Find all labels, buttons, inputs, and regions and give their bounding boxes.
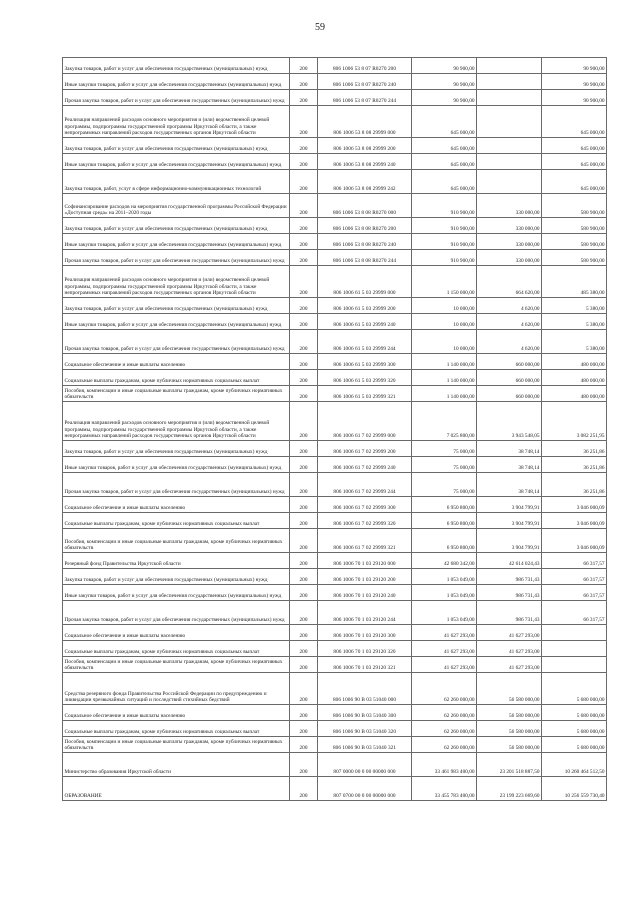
table-row bbox=[63, 266, 607, 298]
table-row bbox=[63, 457, 607, 473]
row-classification-code: 806 1006 61 5 03 29999 300 bbox=[318, 354, 412, 370]
row-name: Прочая закупка товаров, работ и услуг для обеспечения государственных (муниципальных) нужд bbox=[63, 601, 290, 625]
table-row bbox=[63, 386, 607, 402]
row-classification-code: 807 0700 00 0 00 00000 000 bbox=[318, 777, 412, 801]
row-classification-code: 806 1006 61 7 02 29999 321 bbox=[318, 529, 412, 553]
row-name: Закупка товаров, работ и услуг для обеспечения государственных (муниципальных) нужд bbox=[63, 569, 290, 585]
row-status-code: 200 bbox=[290, 58, 318, 74]
row-unexecuted-amount: 480 000,00 bbox=[542, 370, 607, 386]
row-status-code: 200 bbox=[290, 154, 318, 170]
row-classification-code: 806 1006 61 5 03 29999 240 bbox=[318, 314, 412, 330]
row-classification-code: 806 1006 90 В 03 51040 321 bbox=[318, 737, 412, 753]
row-status-code: 200 bbox=[290, 298, 318, 314]
row-executed-amount: 56 580 000,00 bbox=[477, 721, 542, 737]
row-approved-amount: 1 053 049,00 bbox=[412, 585, 477, 601]
row-classification-code: 806 1006 70 1 03 29120 321 bbox=[318, 657, 412, 673]
row-name: Социальные выплаты гражданам, кроме публичных нормативных социальных выплат bbox=[63, 721, 290, 737]
row-unexecuted-amount: 90 900,00 bbox=[542, 58, 607, 74]
row-status-code: 200 bbox=[290, 74, 318, 90]
table-row bbox=[63, 737, 607, 753]
row-unexecuted-amount: 5 680 000,00 bbox=[542, 721, 607, 737]
table-row bbox=[63, 138, 607, 154]
row-status-code: 200 bbox=[290, 457, 318, 473]
row-executed-amount bbox=[477, 90, 542, 106]
row-approved-amount: 41 627 293,00 bbox=[412, 641, 477, 657]
row-classification-code: 806 1006 61 5 03 29999 200 bbox=[318, 298, 412, 314]
row-executed-amount: 38 748,14 bbox=[477, 473, 542, 497]
row-executed-amount: 986 731,43 bbox=[477, 585, 542, 601]
table-row bbox=[63, 154, 607, 170]
row-classification-code: 806 1006 90 В 03 51040 320 bbox=[318, 721, 412, 737]
row-executed-amount bbox=[477, 138, 542, 154]
row-status-code: 200 bbox=[290, 753, 318, 777]
row-approved-amount: 910 900,00 bbox=[412, 234, 477, 250]
row-name: Социальное обеспечение и иные выплаты населению bbox=[63, 625, 290, 641]
table-row bbox=[63, 298, 607, 314]
row-approved-amount: 62 260 000,00 bbox=[412, 673, 477, 705]
row-status-code: 200 bbox=[290, 513, 318, 529]
row-unexecuted-amount: 645 000,00 bbox=[542, 154, 607, 170]
row-status-code: 200 bbox=[290, 441, 318, 457]
row-unexecuted-amount: 5 680 000,00 bbox=[542, 705, 607, 721]
row-classification-code: 806 1006 70 1 03 29120 300 bbox=[318, 625, 412, 641]
row-approved-amount: 645 000,00 bbox=[412, 106, 477, 138]
row-status-code: 200 bbox=[290, 90, 318, 106]
row-status-code: 200 bbox=[290, 673, 318, 705]
row-approved-amount: 75 000,00 bbox=[412, 457, 477, 473]
row-status-code: 200 bbox=[290, 330, 318, 354]
row-classification-code: 806 1006 70 1 03 29120 200 bbox=[318, 569, 412, 585]
row-unexecuted-amount: 5 380,00 bbox=[542, 298, 607, 314]
row-approved-amount: 1 053 049,00 bbox=[412, 601, 477, 625]
row-unexecuted-amount: 36 251,86 bbox=[542, 473, 607, 497]
row-name: Софинансирование расходов на мероприятия государственной программы Российской Федерации «Доступная среда» на 2011–2020 годы bbox=[63, 194, 290, 218]
row-unexecuted-amount: 580 900,00 bbox=[542, 218, 607, 234]
row-executed-amount bbox=[477, 170, 542, 194]
row-name: Закупка товаров, работ и услуг для обеспечения государственных (муниципальных) нужд bbox=[63, 298, 290, 314]
row-unexecuted-amount: 580 900,00 bbox=[542, 250, 607, 266]
row-status-code: 200 bbox=[290, 641, 318, 657]
row-approved-amount: 6 950 800,00 bbox=[412, 513, 477, 529]
table-row bbox=[63, 170, 607, 194]
row-name: Пособия, компенсации и иные социальные выплаты гражданам, кроме публичных нормативных обязательств bbox=[63, 657, 290, 673]
table-row bbox=[63, 234, 607, 250]
row-classification-code: 806 1006 53 8 08 29999 000 bbox=[318, 106, 412, 138]
row-unexecuted-amount: 66 317,57 bbox=[542, 553, 607, 569]
table-row bbox=[63, 569, 607, 585]
row-name: Закупка товаров, работ и услуг для обеспечения государственных (муниципальных) нужд bbox=[63, 138, 290, 154]
row-status-code: 200 bbox=[290, 473, 318, 497]
row-name: Прочая закупка товаров, работ и услуг для обеспечения государственных (муниципальных) нужд bbox=[63, 250, 290, 266]
row-approved-amount: 1 150 000,00 bbox=[412, 266, 477, 298]
table-row bbox=[63, 721, 607, 737]
row-approved-amount: 1 140 000,00 bbox=[412, 354, 477, 370]
row-approved-amount: 75 000,00 bbox=[412, 441, 477, 457]
row-status-code: 200 bbox=[290, 497, 318, 513]
table-row bbox=[63, 370, 607, 386]
row-executed-amount: 41 627 293,00 bbox=[477, 657, 542, 673]
row-executed-amount: 4 620,00 bbox=[477, 314, 542, 330]
row-name: Социальное обеспечение и иные выплаты населению bbox=[63, 354, 290, 370]
row-approved-amount: 645 000,00 bbox=[412, 138, 477, 154]
table-row bbox=[63, 777, 607, 801]
row-unexecuted-amount: 480 000,00 bbox=[542, 386, 607, 402]
row-executed-amount: 330 000,00 bbox=[477, 194, 542, 218]
table-row bbox=[63, 497, 607, 513]
row-name: Пособия, компенсации и иные социальные выплаты гражданам, кроме публичных нормативных обязательств bbox=[63, 529, 290, 553]
table-row bbox=[63, 473, 607, 497]
row-status-code: 200 bbox=[290, 529, 318, 553]
row-approved-amount: 6 950 800,00 bbox=[412, 497, 477, 513]
row-name: Иные закупки товаров, работ и услуг для обеспечения государственных (муниципальных) нужд bbox=[63, 154, 290, 170]
row-name: Закупка товаров, работ и услуг для обеспечения государственных (муниципальных) нужд bbox=[63, 218, 290, 234]
table-row bbox=[63, 106, 607, 138]
table-row bbox=[63, 641, 607, 657]
row-unexecuted-amount: 10 256 559 730,40 bbox=[542, 777, 607, 801]
row-classification-code: 806 1006 61 7 02 29999 000 bbox=[318, 402, 412, 441]
row-unexecuted-amount: 480 000,00 bbox=[542, 354, 607, 370]
row-classification-code: 806 1006 61 5 03 29999 321 bbox=[318, 386, 412, 402]
row-approved-amount: 910 900,00 bbox=[412, 250, 477, 266]
table-row bbox=[63, 58, 607, 74]
row-name: Прочая закупка товаров, работ и услуг для обеспечения государственных (муниципальных) нужд bbox=[63, 90, 290, 106]
row-classification-code: 806 1006 61 7 02 29999 200 bbox=[318, 441, 412, 457]
row-unexecuted-amount: 66 317,57 bbox=[542, 585, 607, 601]
table-row bbox=[63, 402, 607, 441]
row-unexecuted-amount: 5 680 000,00 bbox=[542, 673, 607, 705]
row-name: Резервный фонд Правительства Иркутской области bbox=[63, 553, 290, 569]
row-executed-amount: 986 731,43 bbox=[477, 569, 542, 585]
row-name: Закупка товаров, работ и услуг для обеспечения государственных (муниципальных) нужд bbox=[63, 58, 290, 74]
row-status-code: 200 bbox=[290, 657, 318, 673]
row-status-code: 200 bbox=[290, 106, 318, 138]
row-executed-amount bbox=[477, 106, 542, 138]
table-row bbox=[63, 625, 607, 641]
row-name: Закупка товаров, работ, услуг в сфере информационно-коммуникационных технологий bbox=[63, 170, 290, 194]
row-approved-amount: 62 260 000,00 bbox=[412, 721, 477, 737]
row-approved-amount: 41 627 293,00 bbox=[412, 625, 477, 641]
row-name: Социальные выплаты гражданам, кроме публичных нормативных социальных выплат bbox=[63, 370, 290, 386]
row-unexecuted-amount bbox=[542, 641, 607, 657]
row-executed-amount bbox=[477, 58, 542, 74]
table-row bbox=[63, 529, 607, 553]
row-unexecuted-amount: 645 000,00 bbox=[542, 170, 607, 194]
row-unexecuted-amount: 10 260 464 512,50 bbox=[542, 753, 607, 777]
row-unexecuted-amount: 36 251,86 bbox=[542, 457, 607, 473]
table-row bbox=[63, 673, 607, 705]
row-classification-code: 806 1006 90 В 03 51040 000 bbox=[318, 673, 412, 705]
row-unexecuted-amount: 3 046 000,09 bbox=[542, 529, 607, 553]
row-executed-amount: 3 943 548,05 bbox=[477, 402, 542, 441]
row-classification-code: 806 1006 61 5 03 29999 244 bbox=[318, 330, 412, 354]
row-classification-code: 806 1006 61 7 02 29999 300 bbox=[318, 497, 412, 513]
row-classification-code: 807 0000 00 0 00 00000 000 bbox=[318, 753, 412, 777]
row-unexecuted-amount: 580 900,00 bbox=[542, 234, 607, 250]
row-approved-amount: 90 900,00 bbox=[412, 58, 477, 74]
row-status-code: 200 bbox=[290, 553, 318, 569]
row-status-code: 200 bbox=[290, 601, 318, 625]
row-classification-code: 806 1006 70 1 03 29120 320 bbox=[318, 641, 412, 657]
row-classification-code: 806 1006 53 8 08 R0270 200 bbox=[318, 218, 412, 234]
row-name: Средства резервного фонда Правительства Российской Федерации по предупреждению и ликвидации чрезвычайных ситуаций и последствий стихийных бедствий bbox=[63, 673, 290, 705]
row-name: Иные закупки товаров, работ и услуг для обеспечения государственных (муниципальных) нужд bbox=[63, 74, 290, 90]
row-executed-amount: 23 201 518 887,50 bbox=[477, 753, 542, 777]
row-approved-amount: 1 053 049,00 bbox=[412, 569, 477, 585]
row-status-code: 200 bbox=[290, 194, 318, 218]
row-status-code: 200 bbox=[290, 705, 318, 721]
row-classification-code: 806 1006 61 7 02 29999 240 bbox=[318, 457, 412, 473]
table-row bbox=[63, 705, 607, 721]
table-row bbox=[63, 354, 607, 370]
row-executed-amount: 38 748,14 bbox=[477, 457, 542, 473]
row-name: Социальные выплаты гражданам, кроме публичных нормативных социальных выплат bbox=[63, 641, 290, 657]
table-row bbox=[63, 90, 607, 106]
row-executed-amount: 38 748,14 bbox=[477, 441, 542, 457]
row-executed-amount: 330 000,00 bbox=[477, 234, 542, 250]
row-unexecuted-amount: 3 046 000,09 bbox=[542, 497, 607, 513]
row-executed-amount: 3 904 799,91 bbox=[477, 513, 542, 529]
row-executed-amount bbox=[477, 154, 542, 170]
row-status-code: 200 bbox=[290, 585, 318, 601]
row-executed-amount: 664 620,00 bbox=[477, 266, 542, 298]
row-status-code: 200 bbox=[290, 218, 318, 234]
row-unexecuted-amount: 5 680 000,00 bbox=[542, 737, 607, 753]
row-approved-amount: 645 000,00 bbox=[412, 170, 477, 194]
budget-table-body bbox=[63, 58, 607, 801]
row-name: Пособия, компенсации и иные социальные выплаты гражданам, кроме публичных нормативных обязательств bbox=[63, 386, 290, 402]
row-approved-amount: 6 950 800,00 bbox=[412, 529, 477, 553]
row-approved-amount: 10 000,00 bbox=[412, 330, 477, 354]
row-executed-amount: 23 199 223 669,60 bbox=[477, 777, 542, 801]
table-row bbox=[63, 441, 607, 457]
table-row bbox=[63, 194, 607, 218]
page-number: 59 bbox=[315, 22, 325, 33]
row-name: ОБРАЗОВАНИЕ bbox=[63, 777, 290, 801]
row-unexecuted-amount: 5 380,00 bbox=[542, 330, 607, 354]
row-status-code: 200 bbox=[290, 234, 318, 250]
row-executed-amount: 56 580 000,00 bbox=[477, 673, 542, 705]
table-row bbox=[63, 250, 607, 266]
row-unexecuted-amount: 645 000,00 bbox=[542, 138, 607, 154]
row-unexecuted-amount bbox=[542, 657, 607, 673]
row-name: Министерство образования Иркутской области bbox=[63, 753, 290, 777]
row-approved-amount: 33 455 783 400,00 bbox=[412, 777, 477, 801]
table-row bbox=[63, 585, 607, 601]
row-status-code: 200 bbox=[290, 370, 318, 386]
row-status-code: 200 bbox=[290, 138, 318, 154]
row-status-code: 200 bbox=[290, 354, 318, 370]
row-approved-amount: 910 900,00 bbox=[412, 194, 477, 218]
table-row bbox=[63, 657, 607, 673]
row-approved-amount: 1 140 000,00 bbox=[412, 370, 477, 386]
table-row bbox=[63, 330, 607, 354]
row-executed-amount: 660 000,00 bbox=[477, 386, 542, 402]
budget-table bbox=[62, 57, 607, 801]
row-approved-amount: 33 461 983 400,00 bbox=[412, 753, 477, 777]
row-name: Иные закупки товаров, работ и услуг для обеспечения государственных (муниципальных) нужд bbox=[63, 457, 290, 473]
row-classification-code: 806 1006 61 7 02 29999 244 bbox=[318, 473, 412, 497]
row-name: Прочая закупка товаров, работ и услуг для обеспечения государственных (муниципальных) нужд bbox=[63, 473, 290, 497]
row-executed-amount: 4 620,00 bbox=[477, 330, 542, 354]
row-status-code: 200 bbox=[290, 170, 318, 194]
row-name: Социальные выплаты гражданам, кроме публичных нормативных социальных выплат bbox=[63, 513, 290, 529]
row-approved-amount: 645 000,00 bbox=[412, 154, 477, 170]
row-approved-amount: 1 140 000,00 bbox=[412, 386, 477, 402]
row-classification-code: 806 1006 70 1 03 29120 240 bbox=[318, 585, 412, 601]
row-approved-amount: 90 900,00 bbox=[412, 74, 477, 90]
row-unexecuted-amount bbox=[542, 625, 607, 641]
row-approved-amount: 75 000,00 bbox=[412, 473, 477, 497]
row-name: Социальное обеспечение и иные выплаты населению bbox=[63, 705, 290, 721]
row-name: Реализация направлений расходов основного мероприятия и (или) ведомственной целевой программы, подпрограммы государственной программы Иркутской области, а также непрограммных направлений расходов государственных органов Иркутской области bbox=[63, 266, 290, 298]
row-executed-amount: 42 614 024,43 bbox=[477, 553, 542, 569]
row-executed-amount: 56 580 000,00 bbox=[477, 737, 542, 753]
row-executed-amount: 3 904 799,91 bbox=[477, 529, 542, 553]
row-executed-amount: 330 000,00 bbox=[477, 218, 542, 234]
row-executed-amount: 986 731,43 bbox=[477, 601, 542, 625]
row-executed-amount: 41 627 293,00 bbox=[477, 625, 542, 641]
row-approved-amount: 41 627 293,00 bbox=[412, 657, 477, 673]
row-classification-code: 806 1006 61 5 03 29999 320 bbox=[318, 370, 412, 386]
table-row bbox=[63, 314, 607, 330]
row-approved-amount: 42 680 342,00 bbox=[412, 553, 477, 569]
row-name: Иные закупки товаров, работ и услуг для обеспечения государственных (муниципальных) нужд bbox=[63, 314, 290, 330]
row-name: Прочая закупка товаров, работ и услуг для обеспечения государственных (муниципальных) нужд bbox=[63, 330, 290, 354]
row-name: Реализация направлений расходов основного мероприятия и (или) ведомственной целевой программы, подпрограммы государственной программы Иркутской области, а также непрограммных направлений расходов государственных органов Иркутской области bbox=[63, 106, 290, 138]
row-unexecuted-amount: 36 251,86 bbox=[542, 441, 607, 457]
row-name: Иные закупки товаров, работ и услуг для обеспечения государственных (муниципальных) нужд bbox=[63, 585, 290, 601]
row-classification-code: 806 1006 53 8 07 R0270 244 bbox=[318, 90, 412, 106]
row-classification-code: 806 1006 90 В 03 51040 300 bbox=[318, 705, 412, 721]
row-classification-code: 806 1006 53 8 08 29999 242 bbox=[318, 170, 412, 194]
row-unexecuted-amount: 645 000,00 bbox=[542, 106, 607, 138]
table-row bbox=[63, 553, 607, 569]
row-classification-code: 806 1006 53 8 07 R0270 200 bbox=[318, 58, 412, 74]
row-name: Социальное обеспечение и иные выплаты населению bbox=[63, 497, 290, 513]
row-classification-code: 806 1006 70 1 03 29120 000 bbox=[318, 553, 412, 569]
row-approved-amount: 62 260 000,00 bbox=[412, 737, 477, 753]
row-executed-amount: 41 627 293,00 bbox=[477, 641, 542, 657]
row-unexecuted-amount: 5 380,00 bbox=[542, 314, 607, 330]
row-classification-code: 806 1006 53 8 08 R0270 244 bbox=[318, 250, 412, 266]
row-classification-code: 806 1006 53 8 08 29999 240 bbox=[318, 154, 412, 170]
row-name: Реализация направлений расходов основного мероприятия и (или) ведомственной целевой программы, подпрограммы государственной программы Иркутской области, а также непрограммных направлений расходов государственных органов Иркутской области bbox=[63, 402, 290, 441]
row-executed-amount: 3 904 799,91 bbox=[477, 497, 542, 513]
row-executed-amount: 660 000,00 bbox=[477, 370, 542, 386]
row-name: Закупка товаров, работ и услуг для обеспечения государственных (муниципальных) нужд bbox=[63, 441, 290, 457]
row-status-code: 200 bbox=[290, 569, 318, 585]
table-row bbox=[63, 753, 607, 777]
row-status-code: 200 bbox=[290, 250, 318, 266]
row-approved-amount: 90 900,00 bbox=[412, 90, 477, 106]
row-name: Иные закупки товаров, работ и услуг для обеспечения государственных (муниципальных) нужд bbox=[63, 234, 290, 250]
row-classification-code: 806 1006 70 1 03 29120 244 bbox=[318, 601, 412, 625]
row-approved-amount: 62 260 000,00 bbox=[412, 705, 477, 721]
row-executed-amount: 4 620,00 bbox=[477, 298, 542, 314]
table-row bbox=[63, 601, 607, 625]
row-status-code: 200 bbox=[290, 266, 318, 298]
row-status-code: 200 bbox=[290, 386, 318, 402]
row-unexecuted-amount: 90 900,00 bbox=[542, 74, 607, 90]
row-executed-amount: 56 580 000,00 bbox=[477, 705, 542, 721]
row-classification-code: 806 1006 53 8 08 R0270 240 bbox=[318, 234, 412, 250]
row-classification-code: 806 1006 53 8 08 R0270 000 bbox=[318, 194, 412, 218]
row-executed-amount: 660 000,00 bbox=[477, 354, 542, 370]
table-row bbox=[63, 74, 607, 90]
row-status-code: 200 bbox=[290, 777, 318, 801]
row-unexecuted-amount: 580 900,00 bbox=[542, 194, 607, 218]
row-status-code: 200 bbox=[290, 625, 318, 641]
row-unexecuted-amount: 90 900,00 bbox=[542, 90, 607, 106]
row-classification-code: 806 1006 53 8 08 29999 200 bbox=[318, 138, 412, 154]
row-approved-amount: 10 000,00 bbox=[412, 314, 477, 330]
row-status-code: 200 bbox=[290, 314, 318, 330]
row-executed-amount bbox=[477, 74, 542, 90]
table-row bbox=[63, 513, 607, 529]
row-status-code: 200 bbox=[290, 402, 318, 441]
row-name: Пособия, компенсации и иные социальные выплаты гражданам, кроме публичных нормативных обязательств bbox=[63, 737, 290, 753]
row-classification-code: 806 1006 61 7 02 29999 320 bbox=[318, 513, 412, 529]
row-classification-code: 806 1006 61 5 03 29999 000 bbox=[318, 266, 412, 298]
row-executed-amount: 330 000,00 bbox=[477, 250, 542, 266]
row-unexecuted-amount: 3 046 000,09 bbox=[542, 513, 607, 529]
row-unexecuted-amount: 66 317,57 bbox=[542, 569, 607, 585]
row-approved-amount: 7 025 800,00 bbox=[412, 402, 477, 441]
row-unexecuted-amount: 3 082 251,95 bbox=[542, 402, 607, 441]
row-approved-amount: 10 000,00 bbox=[412, 298, 477, 314]
row-unexecuted-amount: 485 380,00 bbox=[542, 266, 607, 298]
table-row bbox=[63, 218, 607, 234]
row-approved-amount: 910 900,00 bbox=[412, 218, 477, 234]
row-classification-code: 806 1006 53 8 07 R0270 240 bbox=[318, 74, 412, 90]
row-status-code: 200 bbox=[290, 737, 318, 753]
row-status-code: 200 bbox=[290, 721, 318, 737]
row-unexecuted-amount: 66 317,57 bbox=[542, 601, 607, 625]
